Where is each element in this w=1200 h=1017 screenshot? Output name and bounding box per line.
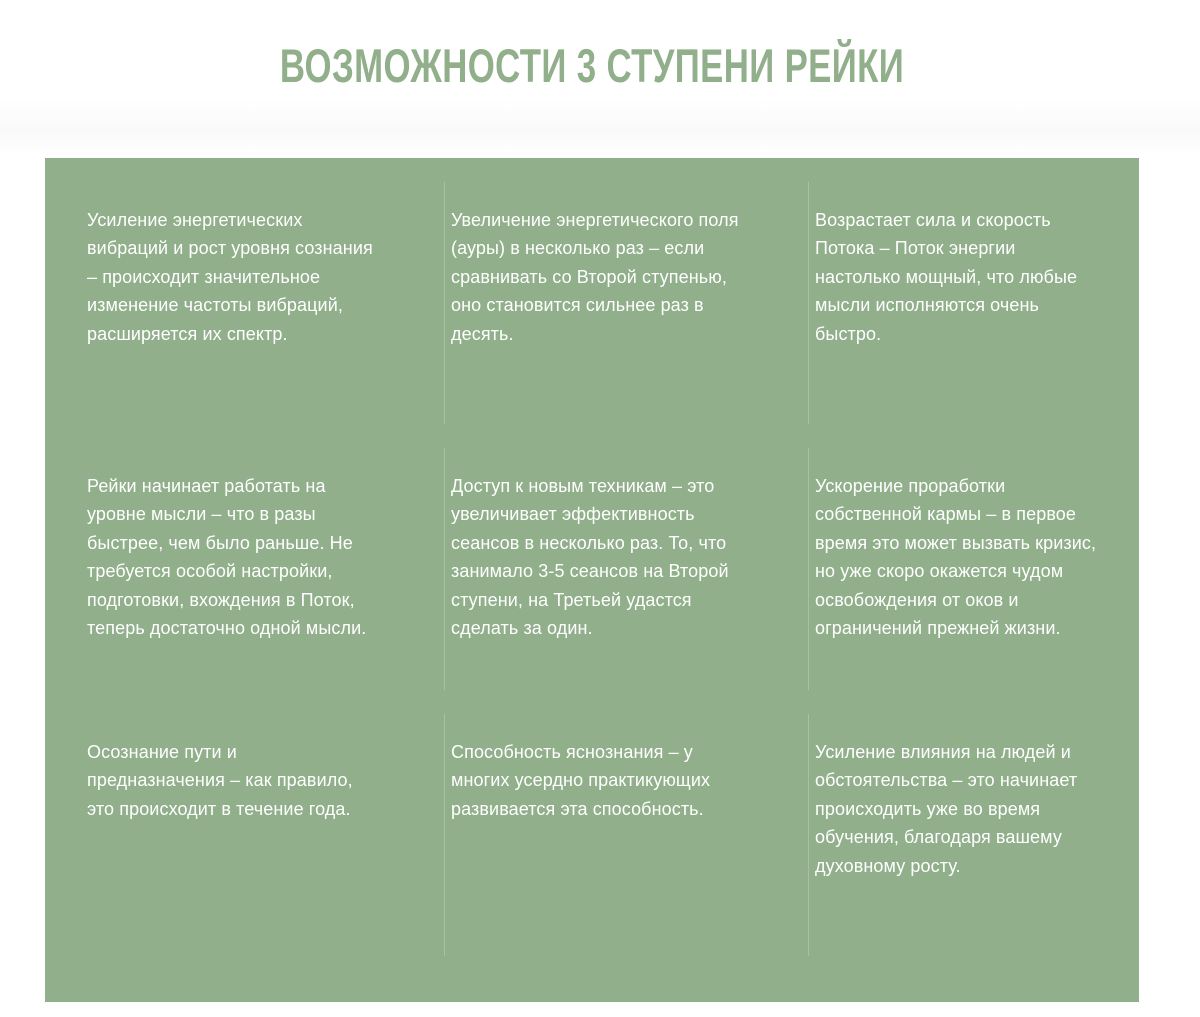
feature-text: Рейки начинает работать на уровне мысли – что в разы быстрее, чем было раньше. Не требуется особой настройки, подготовки, вхождения в Поток, теперь достаточно одной мысли. [87,476,367,639]
feature-card [81,182,445,424]
title-background-haze [0,100,1200,155]
feature-text: Усиление энергетических вибраций и рост уровня сознания – происходит значительное изменение частоты вибраций, расширяется их спектр. [87,210,373,344]
feature-card [445,448,809,690]
feature-text: Ускорение проработки собственной кармы – в первое время это может вызвать кризис, но уже скоро окажется чудом освобождения от оков и ограничений прежней жизни. [815,476,1097,639]
feature-text: Возрастает сила и скорость Потока – Поток энергии настолько мощный, что любые мысли исполняются очень быстро. [815,210,1078,344]
feature-card [81,448,445,690]
features-panel [45,158,1139,1002]
features-grid [81,182,1173,956]
feature-text: Доступ к новым техникам – это увеличивает эффективность сеансов в несколько раз. То, что занимало 3-5 сеансов на Второй ступени, на Третьей удастся сделать за один. [451,476,729,639]
row-gap [81,424,1173,448]
feature-text: Усиление влияния на людей и обстоятельства – это начинает происходить уже во время обучения, благодаря вашему духовному росту. [815,742,1078,876]
feature-card [809,182,1173,424]
feature-card [81,714,445,956]
row-gap [81,690,1173,714]
feature-text: Увеличение энергетического поля (ауры) в несколько раз – если сравнивать со Второй ступенью, оно становится сильнее раз в десять. [451,210,739,344]
feature-card [445,182,809,424]
feature-card [445,714,809,956]
feature-card [809,714,1173,956]
page-title: ВОЗМОЖНОСТИ 3 СТУПЕНИ РЕЙКИ [279,39,905,92]
feature-text: Способность яснознания – у многих усердно практикующих развивается эта способность. [451,742,711,819]
feature-text: Осознание пути и предназначения – как правило, это происходит в течение года. [87,742,353,819]
feature-card [809,448,1173,690]
